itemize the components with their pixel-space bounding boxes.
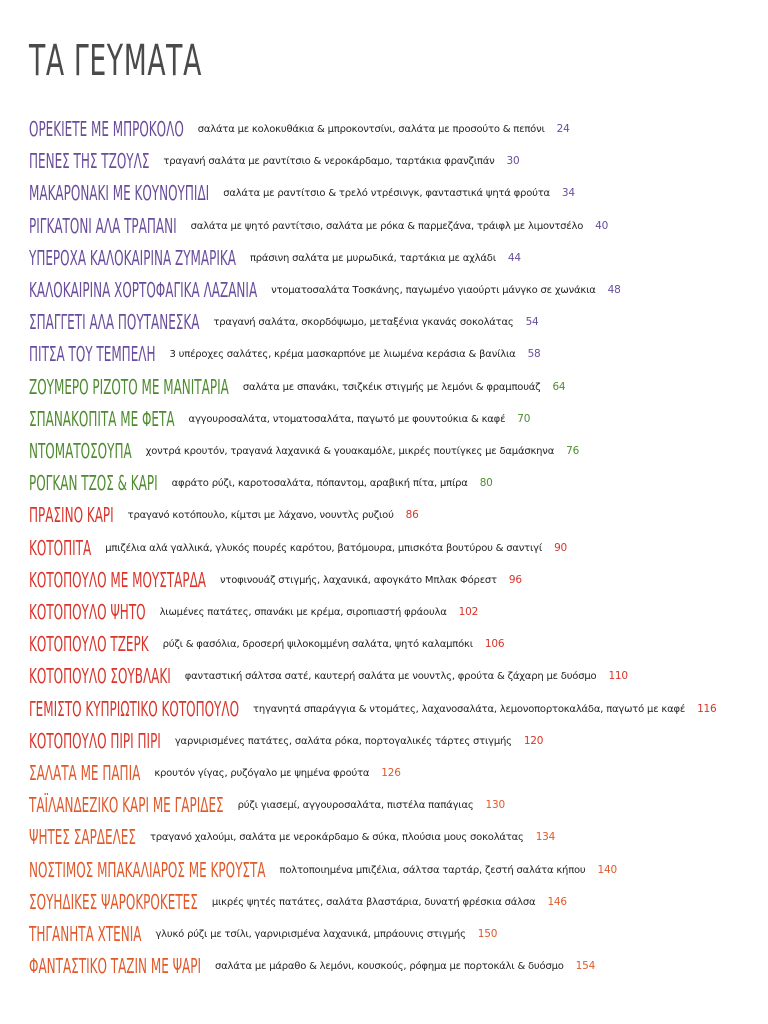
recipe-title: ΦΑΝΤΑΣΤΙΚΟ ΤΑΖΙΝ ΜΕ ΨΑΡΙ (29, 954, 202, 979)
recipe-title: ΜΑΚΑΡΟΝΑΚΙ ΜΕ ΚΟΥΝΟΥΠΙΔΙ (29, 181, 210, 206)
recipe-title: ΚΟΤΟΠΟΥΛΟ ΨΗΤΟ (29, 600, 146, 624)
recipe-title: ΡΟΓΚΑΝ ΤΖΟΣ & ΚΑΡΙ (29, 471, 158, 496)
recipe-sides-text: σαλάτα με σπανάκι, τσιζκέικ στιγμής με λεμόνι & φραμπουάζ (242, 381, 541, 393)
recipe-title: ΚΟΤΟΠΟΥΛΟ ΣΟΥΒΛΑΚΙ (29, 664, 171, 689)
recipe-row (29, 857, 768, 883)
recipe-page-number: 30 (506, 155, 520, 168)
recipe-row (29, 213, 768, 239)
recipe-page-number: 54 (525, 316, 539, 329)
recipe-title: ΠΡΑΣΙΝΟ ΚΑΡΙ (29, 503, 114, 528)
recipe-row (29, 374, 768, 400)
recipe-sides (160, 599, 479, 626)
page-title: ΤΑ ΓΕΥΜΑΤΑ (29, 36, 202, 86)
recipe-sides (253, 696, 716, 723)
recipe-title: ΤΗΓΑΝΗΤΑ ΧΤΕΝΙΑ (29, 922, 142, 946)
recipe-page-number: 40 (595, 219, 609, 232)
recipe-sides-text: 3 υπέροχες σαλάτες, κρέμα μασκαρπόνε με λιωμένα κεράσια & βανίλια (169, 349, 516, 361)
recipe-page-number: 110 (608, 670, 628, 683)
recipe-title: ΥΠΕΡΟΧΑ ΚΑΛΟΚΑΙΡΙΝΑ ΖΥΜΑΡΙΚΑ (29, 245, 236, 270)
recipe-page-number: 96 (508, 573, 522, 586)
recipe-row (29, 309, 768, 335)
recipe-sides (191, 213, 608, 240)
recipe-sides (212, 889, 567, 916)
recipe-sides-text: γλυκό ρύζι με τσίλι, γαρνιρισμένα λαχανικά, μπράουνις στιγμής (155, 929, 466, 940)
recipe-sides (271, 277, 620, 304)
recipe-row (29, 663, 768, 689)
recipe-sides (220, 567, 522, 594)
recipe-title: ΖΟΥΜΕΡΟ ΡΙΖΟΤΟ ΜΕ ΜΑΝΙΤΑΡΙΑ (29, 374, 229, 399)
recipe-sides (213, 309, 538, 336)
recipe-title: ΚΟΤΟΠΟΥΛΟ ΜΕ ΜΟΥΣΤΑΡΔΑ (29, 567, 207, 592)
recipe-sides (146, 438, 579, 465)
recipe-sides-text: τηγανητά σπαράγγια & ντομάτες, λαχανοσαλάτα, λεμονοπορτοκαλάδα, παγωτό με καφέ (253, 703, 686, 715)
recipe-sides-text: αγγουροσαλάτα, ντοματοσαλάτα, παγωτό με φουντούκια & καφέ (188, 413, 506, 425)
recipe-sides (172, 470, 493, 497)
recipe-sides-text: πράσινη σαλάτα με μυρωδικά, ταρτάκια με αχλάδι (249, 252, 496, 264)
recipe-page-number: 140 (597, 863, 617, 876)
recipe-row (29, 470, 768, 496)
recipe-title: ΓΕΜΙΣΤΟ ΚΥΠΡΙΩΤΙΚΟ ΚΟΤΟΠΟΥΛΟ (29, 696, 240, 721)
recipe-page-number: 90 (554, 541, 568, 554)
recipe-sides-text: μικρές ψητές πατάτες, σαλάτα βλαστάρια, δυνατή φρέσκια σάλσα (211, 896, 536, 908)
recipe-sides-text: πολτοποιημένα μπιζέλια, σάλτσα ταρτάρ, ζεστή σαλάτα κήπου (279, 864, 586, 876)
recipe-row (29, 953, 768, 979)
recipe-sides-text: τραγανή σαλάτα με ραντίτσιο & νεροκάρδαμο, ταρτάκια φρανζιπάν (163, 156, 495, 168)
recipe-row (29, 599, 768, 625)
recipe-title: ΟΡΕΚΙΕΤΕ ΜΕ ΜΠΡΟΚΟΛΟ (29, 117, 184, 141)
recipe-sides-text: κρουτόν γίγας, ρυζόγαλο με ψημένα φρούτα (154, 768, 370, 779)
recipe-title: ΨΗΤΕΣ ΣΑΡΔΕΛΕΣ (29, 825, 136, 850)
recipe-row (29, 728, 768, 754)
recipe-sides (154, 760, 400, 787)
recipe-sides-text: φανταστική σάλτσα σατέ, καυτερή σαλάτα με νουντλς, φρούτα & ζάχαρη με δυόσμο (184, 671, 597, 683)
recipe-sides-text: τραγανή σαλάτα, σκορδόψωμο, μεταξένια γκανάς σοκολάτας (213, 317, 514, 329)
recipe-sides (155, 921, 497, 948)
recipe-row (29, 824, 768, 850)
recipe-title: ΚΟΤΟΠΟΥΛΟ ΠΙΡΙ ΠΙΡΙ (29, 728, 161, 753)
recipe-page-number: 24 (556, 123, 570, 135)
recipe-title: ΤΑΪΛΑΝΔΕΖΙΚΟ ΚΑΡΙ ΜΕ ΓΑΡΙΔΕΣ (29, 793, 224, 818)
recipe-sides (185, 663, 628, 690)
recipe-row (29, 921, 768, 947)
recipe-page-number: 34 (561, 187, 575, 200)
recipe-row (29, 567, 768, 593)
recipe-page-number: 70 (517, 412, 531, 425)
recipe-sides-text: ρύζι γιασεμί, αγγουροσαλάτα, πιστέλα παπάγιας (237, 800, 474, 812)
recipe-sides (198, 116, 570, 143)
recipe-page-number: 120 (523, 734, 544, 747)
recipe-title: ΠΕΝΕΣ ΤΗΣ ΤΖΟΥΛΣ (29, 149, 150, 174)
recipe-sides (215, 953, 595, 980)
recipe-sides-text: σαλάτα με ραντίτσιο & τρελό ντρέσινγκ, φανταστικά ψητά φρούτα (223, 188, 550, 200)
recipe-page-number: 58 (527, 348, 541, 361)
recipe-page-number: 102 (458, 606, 479, 618)
recipe-sides (163, 631, 505, 658)
recipe-row (29, 245, 768, 271)
recipe-title: ΝΤΟΜΑΤΟΣΟΥΠΑ (29, 439, 132, 463)
recipe-page-number: 106 (484, 638, 505, 651)
recipe-title: ΚΑΛΟΚΑΙΡΙΝΑ ΧΟΡΤΟΦΑΓΙΚΑ ΛΑΖΑΝΙΑ (29, 278, 258, 302)
recipe-page-number: 146 (547, 895, 567, 908)
recipe-sides-text: σαλάτα με ψητό ραντίτσιο, σαλάτα με ρόκα & παρμεζάνα, τράιφλ με λιμοντσέλο (190, 220, 584, 232)
recipe-row (29, 438, 768, 464)
recipe-row (29, 535, 768, 561)
recipe-sides (238, 792, 505, 819)
recipe-title: ΣΑΛΑΤΑ ΜΕ ΠΑΠΙΑ (29, 761, 141, 785)
recipe-page-number: 64 (552, 380, 566, 393)
recipe-sides (128, 502, 419, 529)
recipe-row (29, 406, 768, 432)
recipe-row (29, 277, 768, 303)
recipe-page-number: 80 (479, 477, 493, 490)
recipe-sides (223, 180, 575, 207)
recipe-title: ΚΟΤΟΠΟΥΛΟ ΤΖΕΡΚ (29, 632, 149, 657)
recipe-sides (163, 148, 519, 175)
recipe-sides-text: αφράτο ρύζι, καροτοσαλάτα, πόπαντομ, αραβική πίτα, μπίρα (171, 478, 468, 490)
recipe-sides-text: τραγανό κοτόπουλο, κίμτσι με λάχανο, νουντλς ρυζιού (127, 510, 394, 522)
recipe-sides (243, 374, 566, 401)
recipe-page-number: 150 (477, 928, 498, 940)
recipe-row (29, 760, 768, 786)
recipe-sides (150, 824, 555, 851)
recipe-title: ΠΙΤΣΑ ΤΟΥ ΤΕΜΠΕΛΗ (29, 342, 156, 367)
recipe-page-number: 154 (575, 960, 596, 973)
recipe-row (29, 341, 768, 367)
recipe-row (29, 116, 768, 142)
recipe-sides-text: χοντρά κρουτόν, τραγανά λαχανικά & γουακαμόλε, μικρές πουτίγκες με δαμάσκηνα (145, 446, 555, 457)
recipe-sides (189, 406, 531, 433)
recipe-sides (175, 728, 543, 755)
recipe-sides-text: λιωμένες πατάτες, σπανάκι με κρέμα, σιροπιαστή φράουλα (159, 607, 447, 618)
recipe-sides-text: γαρνιρισμένες πατάτες, σαλάτα ρόκα, πορτογαλικές τάρτες στιγμής (174, 735, 512, 747)
recipe-row (29, 148, 768, 174)
recipe-title: ΝΟΣΤΙΜΟΣ ΜΠΑΚΑΛΙΑΡΟΣ ΜΕ ΚΡΟΥΣΤΑ (29, 857, 266, 882)
recipe-page-number: 44 (507, 251, 521, 264)
recipe-sides (280, 857, 617, 884)
recipe-row (29, 696, 768, 722)
recipe-title: ΣΠΑΝΑΚΟΠΙΤΑ ΜΕ ΦΕΤΑ (29, 406, 175, 431)
recipe-sides-text: σαλάτα με μάραθο & λεμόνι, κουσκούς, ρόφημα με πορτοκάλι & δυόσμο (215, 961, 564, 973)
recipe-sides-text: ρύζι & φασόλια, δροσερή ψιλοκομμένη σαλάτα, ψητό καλαμπόκι (162, 639, 473, 651)
recipe-row (29, 502, 768, 528)
recipe-title: ΣΠΑΓΓΕΤΙ ΑΛΑ ΠΟΥΤΑΝΕΣΚΑ (29, 310, 200, 335)
recipe-sides (105, 535, 567, 562)
recipe-title: ΣΟΥΗΔΙΚΕΣ ΨΑΡΟΚΡΟΚΕΤΕΣ (29, 889, 198, 914)
recipe-page-number: 86 (405, 509, 419, 522)
recipe-title: ΡΙΓΚΑΤΟΝΙ ΑΛΑ ΤΡΑΠΑΝΙ (29, 213, 177, 238)
recipe-sides (250, 245, 521, 272)
recipe-sides-text: σαλάτα με κολοκυθάκια & μπροκοντσίνι, σαλάτα με προσούτο & πεπόνι (197, 124, 545, 135)
recipe-title: ΚΟΤΟΠΙΤΑ (29, 535, 92, 560)
recipe-sides-text: ντοφινουάζ στιγμής, λαχανικά, αφογκάτο Μπλακ Φόρεστ (220, 574, 497, 586)
recipe-sides (170, 341, 541, 368)
recipe-row (29, 180, 768, 206)
recipe-sides-text: ντοματοσαλάτα Τοσκάνης, παγωμένο γιαούρτι μάνγκο σε χωνάκια (271, 285, 596, 296)
recipe-page-number: 76 (566, 445, 580, 457)
recipe-row (29, 631, 768, 657)
recipe-sides-text: μπιζέλια αλά γαλλικά, γλυκός πουρές καρότου, βατόμουρα, μπισκότα βουτύρου & σαντιγί (105, 542, 543, 554)
recipe-row (29, 889, 768, 915)
recipe-sides-text: τραγανό χαλούμι, σαλάτα με νεροκάρδαμο & σύκα, πλούσια μους σοκολάτας (149, 832, 524, 844)
recipe-page-number: 134 (535, 831, 556, 844)
recipe-page-number: 130 (485, 799, 505, 812)
recipe-page-number: 116 (697, 702, 717, 715)
recipe-row (29, 792, 768, 818)
recipe-page-number: 48 (607, 284, 621, 296)
recipe-page-number: 126 (381, 767, 401, 779)
